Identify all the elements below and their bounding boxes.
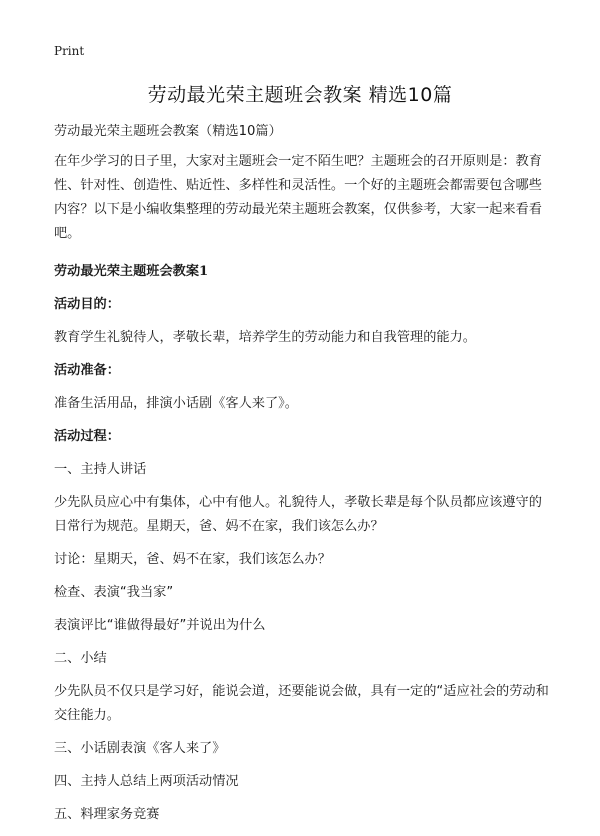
step-five: 五、料理家务竞赛 [54,807,160,822]
plan-heading: 劳动最光荣主题班会教案1 [54,264,209,279]
step-two: 二、小结 [54,651,107,666]
prep-text: 准备生活用品，排演小话剧《客人来了》。 [54,396,298,411]
document-body [54,120,554,836]
print-link[interactable]: Print [54,44,85,58]
step-two-text: 少先队员不仅只是学习好，能说会道，还要能说会做，具有一定的“适应社会的劳动和交往能力。 [54,684,549,723]
intro-paragraph: 在年少学习的日子里，大家对主题班会一定不陌生吧？主题班会的召开原则是：教育性、针对性、创造性、贴近性、多样性和灵活性。一个好的主题班会都需要包含哪些内容？以下是小编收集整理的劳动最光荣主题班会教案，仅供参考，大家一起来看看吧。 [54,154,542,241]
document-subtitle: 劳动最光荣主题班会教案（精选10篇） [54,124,282,139]
process-heading: 活动过程： [54,429,120,444]
step-one-text: 少先队员应心中有集体，心中有他人。礼貌待人，孝敬长辈是每个队员都应该遵守的日常行为规范。星期天，爸、妈不在家，我们该怎么办？ [54,495,542,534]
page-title: 劳动最光荣主题班会教案 精选10篇 [147,84,453,106]
check-text: 检查、表演“我当家” [54,585,174,600]
step-three: 三、小话剧表演《客人来了》 [54,741,226,756]
goal-text: 教育学生礼貌待人，孝敬长辈，培养学生的劳动能力和自我管理的能力。 [54,330,476,345]
evaluate-text: 表演评比“谁做得最好”并说出为什么 [54,618,266,633]
goal-heading: 活动目的： [54,297,120,312]
prep-heading: 活动准备： [54,363,120,378]
discussion-text: 讨论：星期天，爸、妈不在家，我们该怎么办？ [54,552,331,567]
step-one: 一、主持人讲话 [54,462,147,477]
step-four: 四、主持人总结上两项活动情况 [54,774,239,789]
